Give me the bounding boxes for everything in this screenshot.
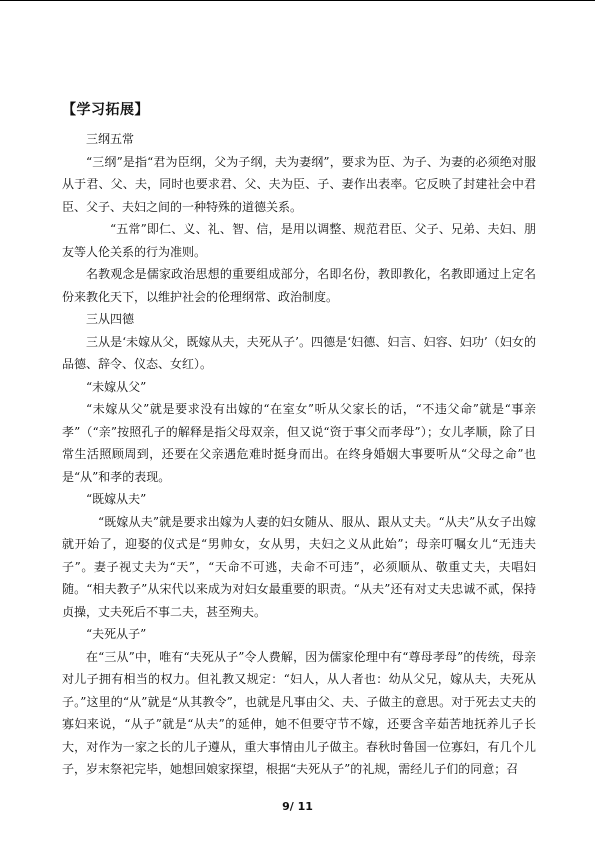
paragraph: 名教观念是儒家政治思想的重要组成部分，名即名份，教即教化，名教即通过上定名份来教化天下，以维护社会的伦理纲常、政治制度。 (62, 267, 536, 304)
section-heading: 【学习拓展】 (62, 102, 149, 118)
paragraph: 三纲五常 (86, 132, 135, 146)
paragraph: “未嫁从父”就是要求没有出嫁的“在室女”听从父家长的话，“不违父命”就是“事亲孝”（“亲”按照孔子的解释是指父母双亲，但又说“资于事父而孝母”）；女儿孝顺，除了日常生活照顾周到，还要在父亲遇危难时挺身而出。在终身婚姻大事要听从“父母之命”也是“从”和孝的表现。 (62, 402, 536, 484)
paragraph: 在“三从”中，唯有“夫死从子”令人费解，因为儒家伦理中有“尊母孝母”的传统，母亲对儿子拥有相当的权力。但礼教又规定：“妇人，从人者也：幼从父兄，嫁从夫，夫死从子。”这里的“从”就是“从其教令”，也就是凡事由父、夫、子做主的意思。对于死去丈夫的寡妇来说，“从子”就是“从夫”的延伸，她不但要守节不嫁，还要含辛茹苦地抚养儿子长大，对作为一家之长的儿子遵从，重大事情由儿子做主。春秋时鲁国一位寡妇，有几个儿子，岁末祭祀完毕，她想回娘家探望，根据“夫死从子”的礼规，需经儿子们的同意；召 (62, 649, 536, 776)
paragraph: 三从四德 (86, 312, 135, 326)
top-rule (0, 0, 595, 1)
document-body (62, 128, 536, 781)
paragraph: “五常”即仁、义、礼、智、信，是用以调整、规范君臣、父子、兄弟、夫妇、朋友等人伦关系的行为准则。 (62, 222, 536, 259)
paragraph: “夫死从子” (86, 627, 147, 641)
paragraph: “既嫁从夫”就是要求出嫁为人妻的妇女随从、服从、跟从丈夫。“从夫”从女子出嫁就开始了，迎娶的仪式是“男帅女，女从男，夫妇之义从此始”；母亲叮嘱女儿“无违夫子”。妻子视丈夫为“天”，“天命不可逃，夫命不可违”，必须顺从、敬重丈夫，夫唱妇随。“相夫教子”从宋代以来成为对妇女最重要的职责。“从夫”还有对丈夫忠诚不贰，保持贞操，丈夫死后不事二夫，甚至殉夫。 (62, 514, 536, 619)
paragraph: “未嫁从父” (86, 379, 147, 394)
paragraph: “三纲”是指“君为臣纲，父为子纲，夫为妻纲”，要求为臣、为子、为妻的必须绝对服从于君、父、夫，同时也要求君、父、夫为臣、子、妻作出表率。它反映了封建社会中君臣、父子、夫妇之间的一种特殊的道德关系。 (62, 154, 536, 214)
paragraph: “既嫁从夫” (86, 492, 147, 506)
page-number: 9/ 11 (282, 800, 313, 813)
paragraph: 三从是‘未嫁从父，既嫁从夫，夫死从子’。四德是‘妇德、妇言、妇容、妇功’（妇女的品德、辞令、仪态、女红）。 (62, 334, 536, 371)
